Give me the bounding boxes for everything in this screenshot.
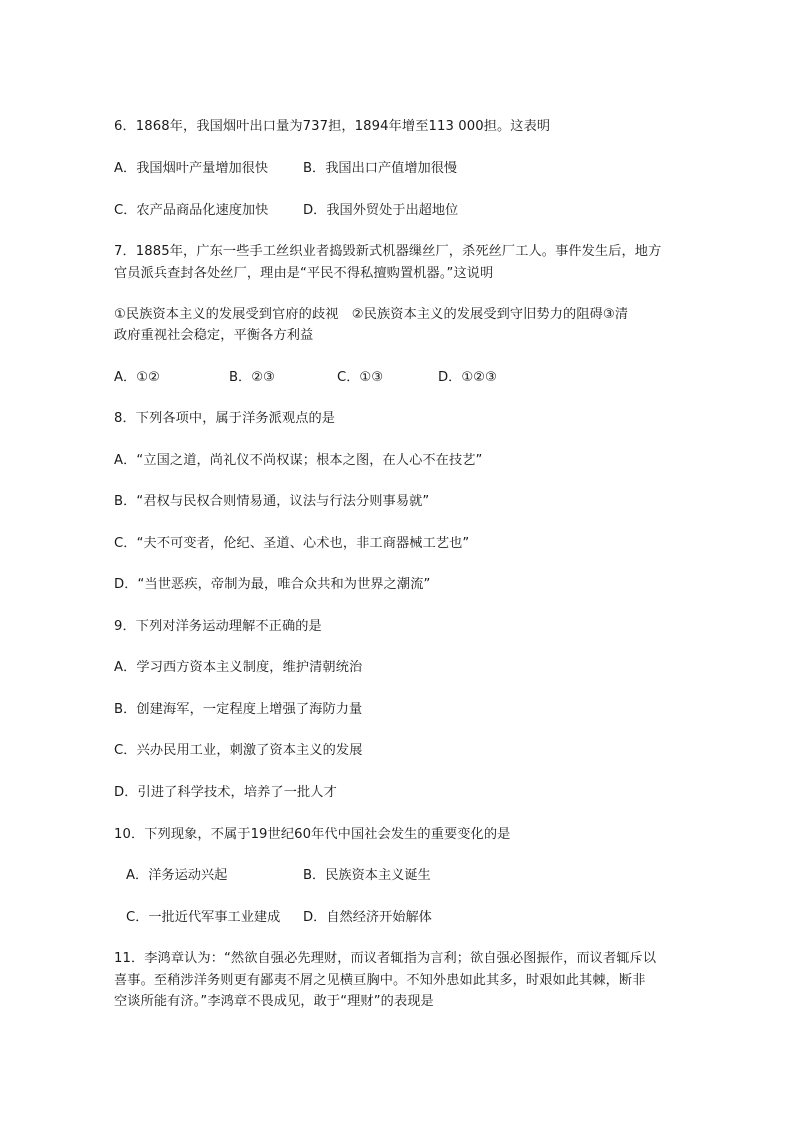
q8-option-c: C．“夫不可变者，伦纪、圣道、心术也，非工商器械工艺也” (114, 536, 470, 551)
q10-option-c: C．一批近代军事工业建成 (126, 910, 281, 925)
q9-option-c: C．兴办民用工业，刺激了资本主义的发展 (114, 743, 363, 758)
q7-option-c: C．①③ (337, 370, 384, 385)
q8-option-b: B．“君权与民权合则情易通，议法与行法分则事易就” (114, 494, 430, 509)
q6-option-d: D．我国外贸处于出超地位 (303, 203, 459, 218)
q10-option-b: B．民族资本主义诞生 (303, 868, 431, 883)
q8-option-a: A．“立国之道，尚礼仪不尚权谋；根本之图，在人心不在技艺” (114, 453, 483, 468)
q6-option-c: C．农产品商品化速度加快 (114, 203, 269, 218)
question-7-statements-line-1: ①民族资本主义的发展受到官府的歧视 ②民族资本主义的发展受到守旧势力的阻碍③清 (114, 307, 629, 322)
question-10-stem: 10．下列现象，不属于19世纪60年代中国社会发生的重要变化的是 (114, 827, 511, 842)
q6-option-a: A．我国烟叶产量增加很快 (114, 161, 269, 176)
q7-option-b: B．②③ (229, 370, 275, 385)
q10-option-d: D．自然经济开始解体 (303, 910, 432, 925)
q10-option-a: A．洋务运动兴起 (126, 868, 228, 883)
question-7-statements-line-2: 政府重视社会稳定，平衡各方利益 (114, 328, 314, 343)
question-11-stem-line-1: 11．李鸿章认为：“然欲自强必先理财，而议者辄指为言利；欲自强必图振作，而议者辄斥以 (114, 951, 657, 966)
q9-option-b: B．创建海军，一定程度上增强了海防力量 (114, 702, 363, 717)
question-11-stem-line-3: 空谈所能有济。”李鸿章不畏成见，敢于“理财”的表现是 (114, 994, 434, 1009)
q7-option-a: A．①② (114, 370, 160, 385)
question-7-stem-line-2: 官员派兵查封各处丝厂，理由是“平民不得私擅购置机器。”这说明 (114, 266, 494, 281)
question-8-stem: 8．下列各项中，属于洋务派观点的是 (114, 411, 336, 426)
q6-option-b: B．我国出口产值增加很慢 (303, 161, 458, 176)
q9-option-d: D．引进了科学技术，培养了一批人才 (114, 785, 337, 800)
q9-option-a: A．学习西方资本主义制度，维护清朝统治 (114, 660, 363, 675)
question-11-stem-line-2: 喜事。至稍涉洋务则更有鄙夷不屑之见横亘胸中。不知外患如此其多，时艰如此其棘，断非 (114, 973, 646, 988)
question-7-stem-line-1: 7．1885年，广东一些手工丝织业者捣毁新式机器缫丝厂，杀死丝厂工人。事件发生后，地方 (114, 244, 662, 259)
q7-option-d: D．①②③ (438, 370, 497, 385)
q8-option-d: D．“当世恶疾，帝制为最，唯合众共和为世界之潮流” (114, 577, 431, 592)
question-9-stem: 9．下列对洋务运动理解不正确的是 (114, 619, 322, 634)
question-6-stem: 6．1868年，我国烟叶出口量为737担，1894年增至113 000担。这表明 (114, 119, 551, 134)
